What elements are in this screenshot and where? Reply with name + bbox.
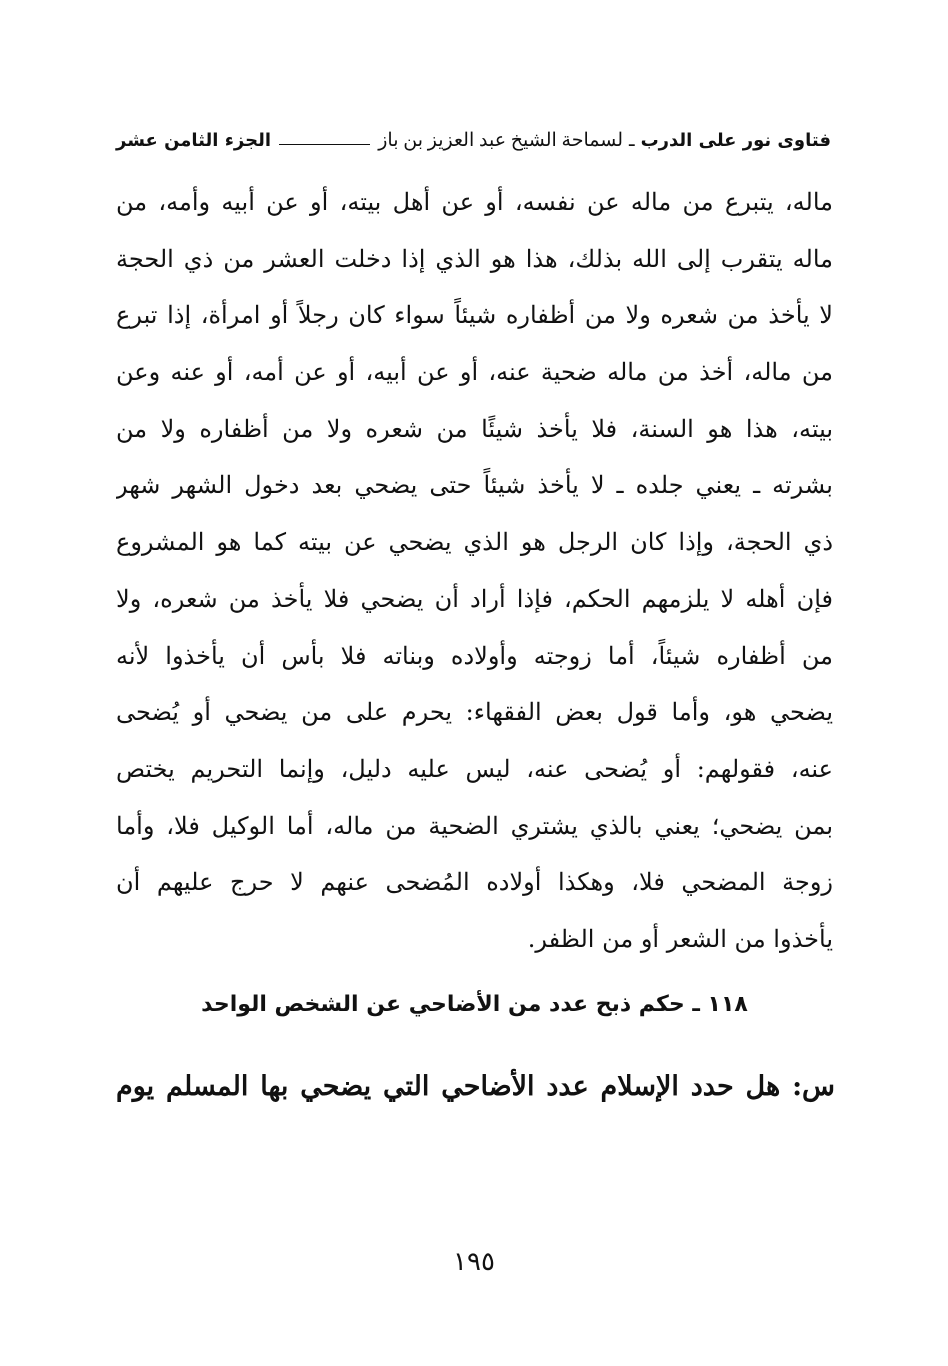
body-text (116, 174, 833, 968)
section-heading: ١١٨ ـ حكم ذبح عدد من الأضاحي عن الشخص الواحد (201, 992, 748, 1017)
text-line: لا يأخذ من شعره ولا من أظفاره شيئاً سواء كان رجلاً أو امرأة، إذا تبرع (116, 301, 833, 330)
text-line: من أظفاره شيئاً، أما زوجته وأولاده وبناته فلا بأس أن يأخذوا لأنه (116, 641, 833, 670)
text-line: زوجة المضحي فلا، وهكذا أولاده المُضحى عنهم لا حرج عليهم أن (116, 868, 833, 897)
text-line: ماله يتقرب إلى الله بذلك، هذا هو الذي إذا دخلت العشر من ذي الحجة (116, 244, 833, 273)
text-line: يأخذوا من الشعر أو من الظفر. (527, 924, 833, 953)
text-line: يضحي هو، وأما قول بعض الفقهاء: يحرم على من يضحي أو يُضحى (116, 698, 833, 727)
text-line: فإن أهله لا يلزمهم الحكم، فإذا أراد أن يضحي فلا يأخذ من شعره، ولا (116, 584, 833, 613)
author-name: لسماحة الشيخ عبد العزيز بن باز (378, 129, 623, 151)
question-text: س: هل حدد الإسلام عدد الأضاحي التي يضحي بها المسلم يوم (116, 1071, 835, 1102)
text-line: عنه، فقولهم: أو يُضحى عنه، ليس عليه دليل، وإنما التحريم يختص (116, 754, 833, 783)
text-line: من ماله، أخذ من ماله ضحية عنه، أو عن أبيه، أو عن أمه، أو عنه وعن (116, 358, 833, 387)
text-line: بمن يضحي؛ يعني بالذي يشتري الضحية من ماله، أما الوكيل فلا، وأما (116, 811, 833, 840)
text-line: بيته، هذا هو السنة، فلا يأخذ شيئًا من شعره ولا من أظفاره ولا من (116, 414, 833, 443)
running-header (116, 124, 831, 156)
volume-label: الجزء الثامن عشر (116, 129, 272, 151)
text-line: بشرته ـ يعني جلده ـ لا يأخذ شيئاً حتى يضحي بعد دخول الشهر شهر (116, 471, 833, 500)
header-dash: ـ (629, 129, 635, 151)
text-line: ماله، يتبرع من ماله عن نفسه، أو عن أهل بيته، أو عن أبيه وأمه، من (116, 188, 833, 216)
text-line: ذي الحجة، وإذا كان الرجل هو الذي يضحي عن بيته كما هو المشروع (116, 528, 833, 557)
header-rule (279, 144, 370, 145)
book-title: فتاوى نور على الدرب (640, 129, 831, 151)
page-number: ١٩٥ (453, 1247, 495, 1277)
